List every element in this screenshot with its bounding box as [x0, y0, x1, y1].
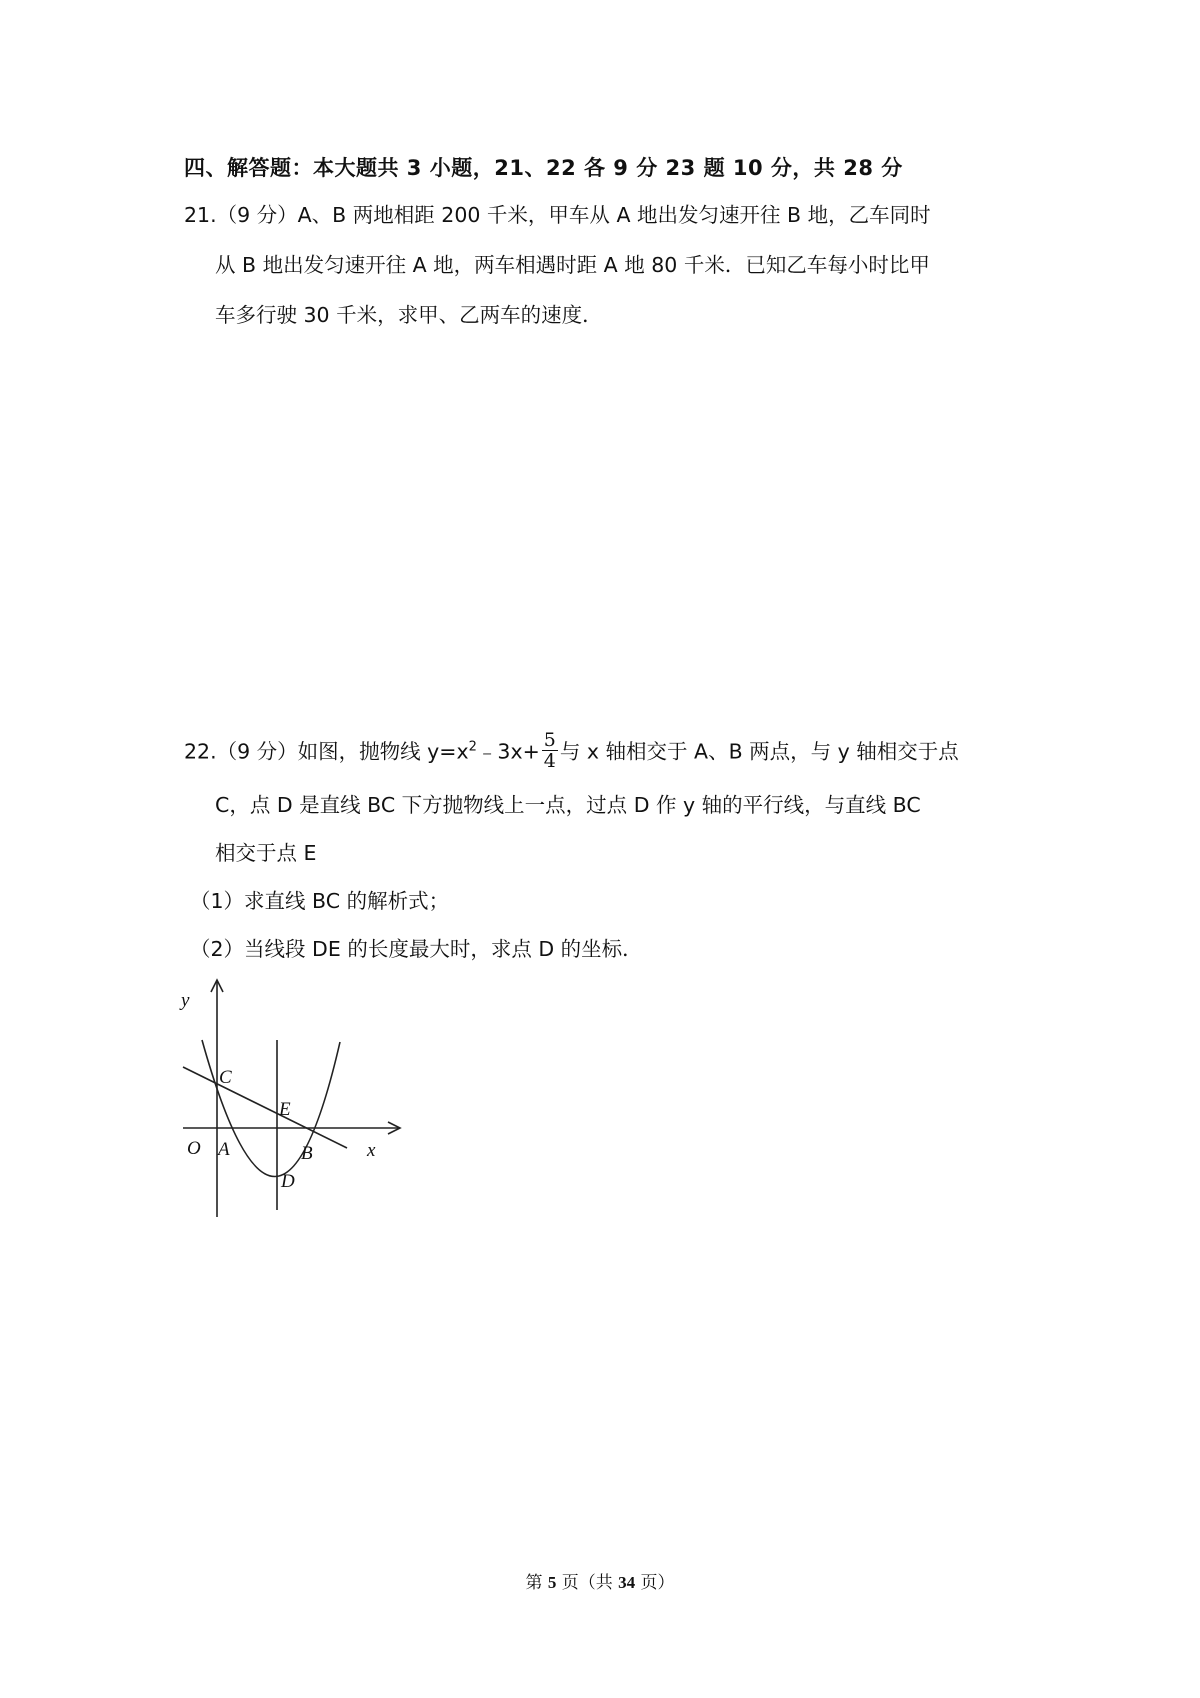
- q22-line-1: [184, 729, 959, 773]
- q22-line-3: 相交于点 E: [215, 841, 317, 865]
- label-y: y: [181, 990, 190, 1011]
- q22-middle: ﹣3x+: [476, 739, 540, 764]
- label-c: C: [219, 1067, 232, 1088]
- q22-subquestion-2: （2）当线段 DE 的长度最大时，求点 D 的坐标．: [190, 937, 643, 961]
- page-footer: [0, 1568, 1200, 1593]
- footer-total-pages: 34: [618, 1573, 636, 1592]
- fraction: [542, 730, 558, 771]
- q21-line-3: 车多行驶 30 千米，求甲、乙两车的速度．: [215, 303, 603, 327]
- label-e: E: [279, 1099, 291, 1120]
- q22-line-2: C，点 D 是直线 BC 下方抛物线上一点，过点 D 作 y 轴的平行线，与直线 BC: [215, 793, 921, 817]
- parabola-figure: [175, 970, 415, 1230]
- q22-exponent: 2: [468, 739, 477, 755]
- q22-subquestion-1: （1）求直线 BC 的解析式；: [190, 889, 450, 913]
- q22-prefix: 22.（9 分）如图，抛物线 y=x: [184, 739, 469, 764]
- q21-line-2: 从 B 地出发匀速开往 A 地，两车相遇时距 A 地 80 千米．已知乙车每小时比甲: [215, 253, 930, 277]
- label-d: D: [281, 1171, 295, 1192]
- q22-suffix: 与 x 轴相交于 A、B 两点，与 y 轴相交于点: [559, 739, 959, 764]
- label-o: O: [187, 1138, 201, 1159]
- fraction-denominator: 4: [543, 750, 556, 772]
- label-a: A: [218, 1139, 230, 1160]
- label-b: B: [301, 1143, 313, 1164]
- footer-post: 页）: [635, 1573, 675, 1593]
- footer-mid: 页（共: [556, 1573, 619, 1593]
- footer-page-number: 5: [547, 1573, 557, 1592]
- fraction-numerator: 5: [543, 729, 556, 751]
- footer-pre: 第: [525, 1573, 548, 1593]
- section-title: 四、解答题：本大题共 3 小题，21、22 各 9 分 23 题 10 分，共 28 分: [184, 156, 903, 180]
- q21-line-1: 21.（9 分）A、B 两地相距 200 千米，甲车从 A 地出发匀速开往 B 地，乙车同时: [184, 203, 931, 227]
- label-x: x: [367, 1140, 376, 1161]
